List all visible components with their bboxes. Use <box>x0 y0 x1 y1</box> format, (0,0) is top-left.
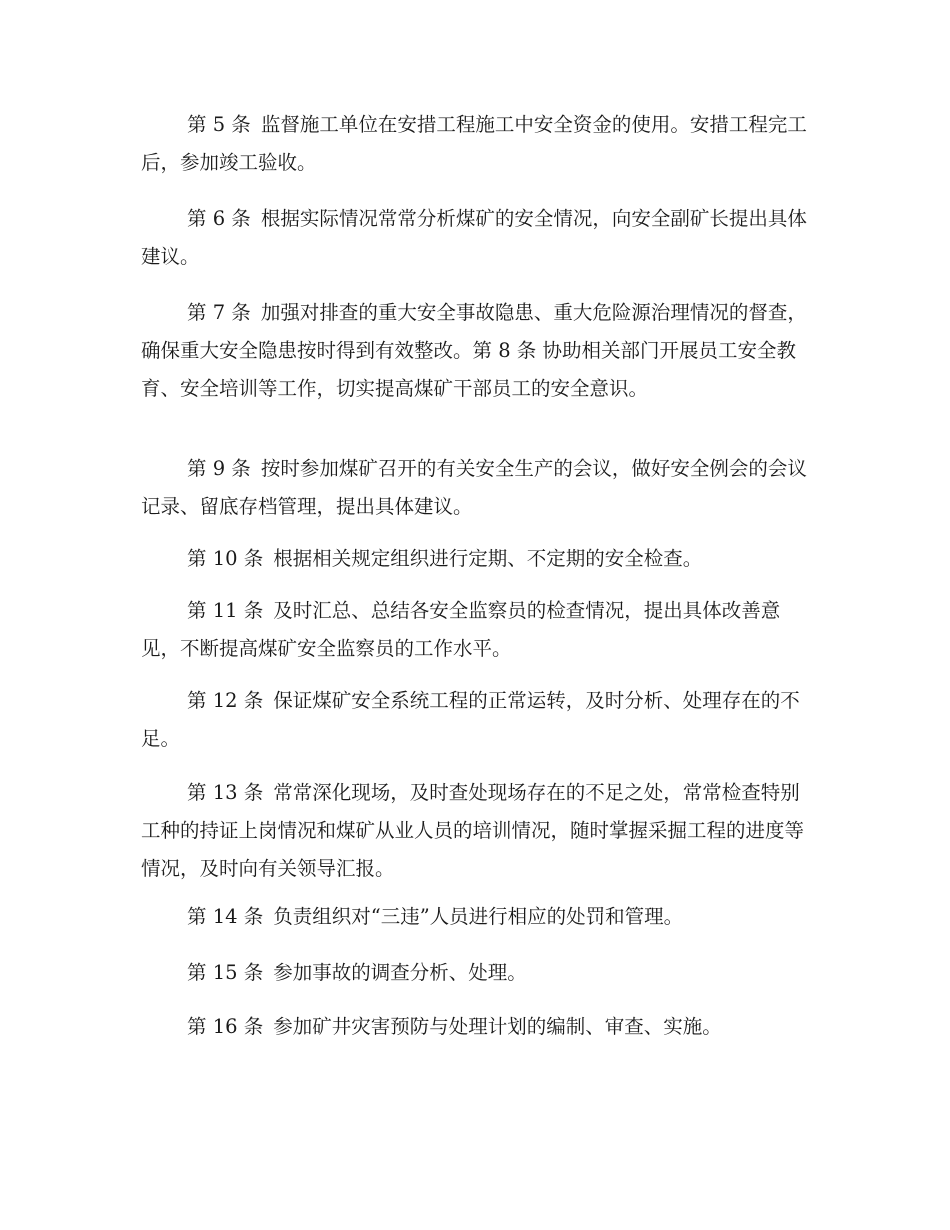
article-text: 参加矿井灾害预防与处理计划的编制、审查、实施。 <box>273 1015 722 1038</box>
article-15 <box>141 954 813 992</box>
article-label: 第 5 条 <box>187 113 251 136</box>
article-10 <box>141 540 813 578</box>
article-label: 第 10 条 <box>187 547 264 570</box>
article-text: 参加事故的调查分析、处理。 <box>273 961 527 984</box>
article-text: 常常深化现场，及时查处现场存在的不足之处，常常检查特别工种的持证上岗情况和煤矿从业人员的培训情况，随时掌握采掘工程的进度等情况，及时向有关领导汇报。 <box>141 781 805 880</box>
article-label: 第 6 条 <box>187 207 251 230</box>
article-label: 第 14 条 <box>187 905 264 928</box>
article-13 <box>141 774 813 888</box>
article-label: 第 12 条 <box>187 689 264 712</box>
article-6 <box>141 200 813 276</box>
article-text: 根据实际情况常常分析煤矿的安全情况，向安全副矿长提出具体建议。 <box>141 207 807 268</box>
article-text: 监督施工单位在安措工程施工中安全资金的使用。安措工程完工后，参加竣工验收。 <box>141 113 807 174</box>
article-label: 第 15 条 <box>187 961 264 984</box>
article-16 <box>141 1008 813 1046</box>
article-11 <box>141 592 813 668</box>
article-label: 第 9 条 <box>187 457 251 480</box>
article-text: 按时参加煤矿召开的有关安全生产的会议，做好安全例会的会议记录、留底存档管理，提出具体建议。 <box>141 457 807 518</box>
article-label: 第 11 条 <box>187 599 264 622</box>
article-5 <box>141 106 813 182</box>
article-12 <box>141 682 813 758</box>
article-7 <box>141 294 813 408</box>
article-9 <box>141 450 813 526</box>
article-14 <box>141 898 813 936</box>
article-label: 第 7 条 <box>187 301 251 324</box>
article-text: 保证煤矿安全系统工程的正常运转，及时分析、处理存在的不足。 <box>141 689 800 750</box>
article-text: 及时汇总、总结各安全监察员的检查情况，提出具体改善意见，不断提高煤矿安全监察员的工作水平。 <box>141 599 781 660</box>
article-text: 根据相关规定组织进行定期、不定期的安全检查。 <box>273 547 703 570</box>
article-text: 负责组织对“三违”人员进行相应的处罚和管理。 <box>273 905 684 928</box>
article-label: 第 16 条 <box>187 1015 264 1038</box>
article-label: 第 13 条 <box>187 781 264 804</box>
article-text: 加强对排查的重大安全事故隐患、重大危险源治理情况的督查，确保重大安全隐患按时得到有效整改。第 8 条 协助相关部门开展员工安全教育、安全培训等工作，切实提高煤矿干部员工的安全意识。 <box>141 301 807 400</box>
